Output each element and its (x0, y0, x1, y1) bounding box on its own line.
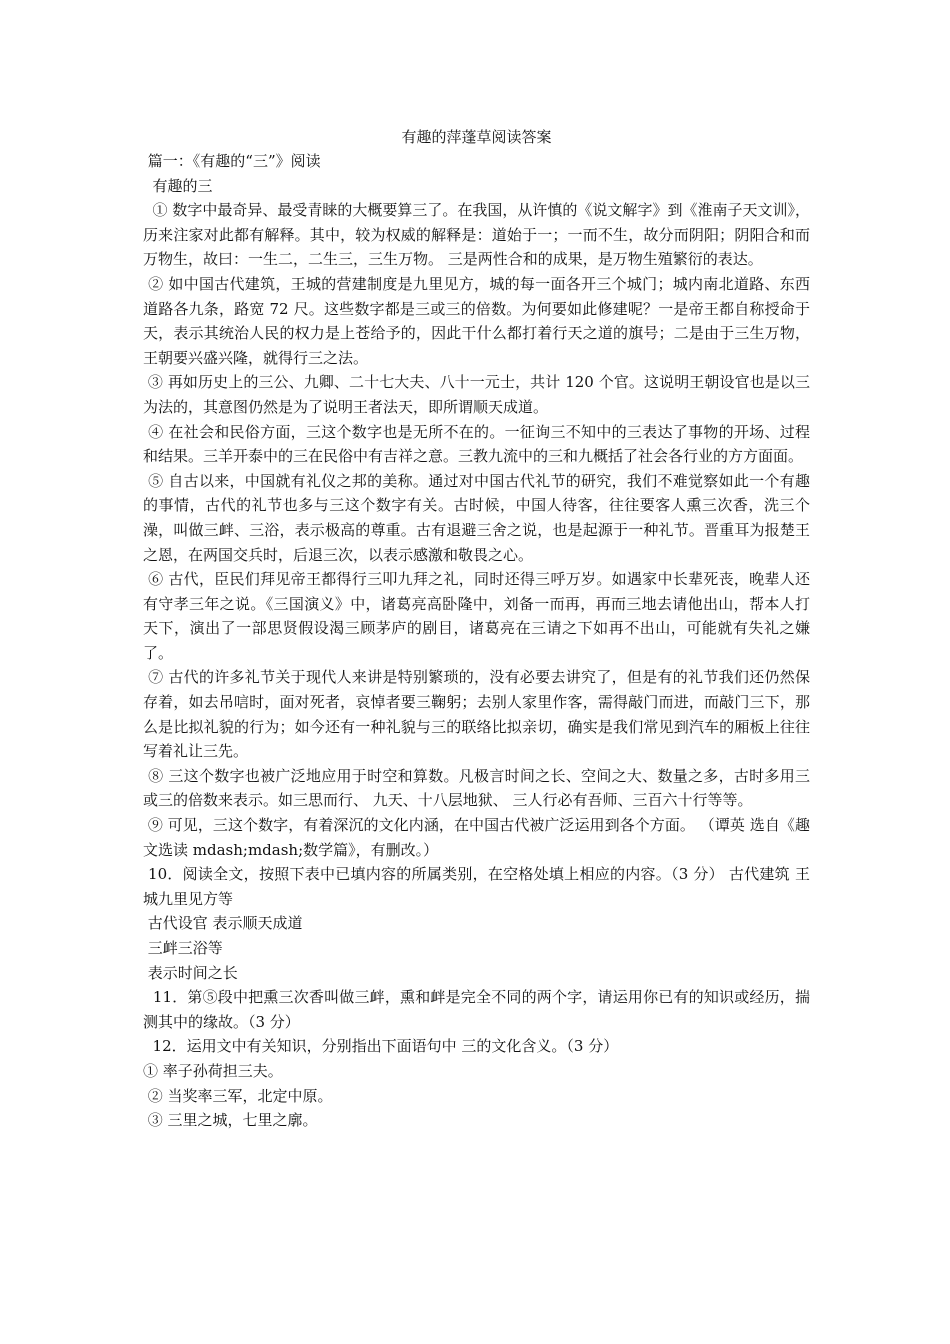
sentence-1: ① 率子孙荷担三夫。 (143, 1061, 283, 1080)
question-12: 12．运用文中有关知识，分别指出下面语句中 三的文化含义。（3 分） (143, 1037, 619, 1056)
sentence-3: ③ 三里之城，七里之廓。 (143, 1111, 318, 1130)
paragraph-5: ⑤ 自古以来，中国就有礼仪之邦的美称。通过对中国古代礼节的研究，我们不难觉察如此一个有趣的事情，古代的礼节也多与三这个数字有关。古时候，中国人待客，往往要客人熏三次香，洗三个澡，叫做三衅、三浴，表示极高的尊重。古有退避三舍之说，也是起源于一种礼节。晋重耳为报楚王之恩，在两国交兵时，后退三次，以表示感激和敬畏之心。 (143, 471, 810, 564)
question-10: 10．阅读全文，按照下表中已填内容的所属类别，在空格处填上相应的内容。（3 分） 古代建筑 王城九里见方等 (143, 865, 810, 908)
paragraph-8: ⑧ 三这个数字也被广泛地应用于时空和算数。凡极言时间之长、空间之大、数量之多，古时多用三或三的倍数来表示。如三思而行、 九天、十八层地狱、 三人行必有吾师、三百六十行等等。 (143, 766, 810, 810)
document-title: 有趣的萍蓬草阅读答案 (401, 128, 552, 146)
paragraph-6: ⑥ 古代，臣民们拜见帝王都得行三叩九拜之礼，同时还得三呼万岁。如遇家中长辈死丧，晚辈人还有守孝三年之说。《三国演义》中，诸葛亮高卧隆中，刘备一而再，再而三地去请他出山，帮本人打天下，演出了一部思贤假设渴三顾茅庐的剧目，诸葛亮在三请之下如再不出山，可能就有失礼之嫌了。 (143, 570, 810, 662)
sentence-2: ② 当奖率三军，北定中原。 (143, 1086, 333, 1105)
table-row-time: 表示时间之长 (143, 963, 238, 982)
paragraph-9: ⑨ 可见，三这个数字，有着深沉的文化内涵，在中国古代被广泛运用到各个方面。 （谭英 选自《趣文选读 mdash;mdash;数学篇》，有删改。） (143, 816, 810, 859)
paragraph-4: ④ 在社会和民俗方面，三这个数字也是无所不在的。一征询三不知中的三表达了事物的开场、过程和结果。三羊开泰中的三在民俗中有吉祥之意。三教九流中的三和九概括了社会各行业的方方面面。 (143, 422, 810, 466)
table-row-officials: 古代设官 表示顺天成道 (143, 914, 303, 933)
article-title: 有趣的三 (143, 176, 213, 195)
document-page (143, 125, 810, 1133)
paragraph-3: ③ 再如历史上的三公、九卿、二十七大夫、八十一元士，共计 120 个官。这说明王朝设官也是以三为法的，其意图仍然是为了说明王者法天，即所谓顺天成道。 (143, 373, 810, 416)
paragraph-1: ① 数字中最奇异、最受青睐的大概要算三了。在我国，从许慎的《说文解字》到《淮南子天文训》，历来注家对此都有解释。其中，较为权威的解释是：道始于一；一而不生，故分而阴阳；阴阳合和而万物生，故曰：一生二，二生三，三生万物。 三是两性合和的成果，是万物生殖繁衍的表达。 (143, 201, 810, 269)
section-heading: 篇一：《有趣的“三”》阅读 (143, 152, 321, 170)
table-row-etiquette: 三衅三浴等 (143, 939, 223, 957)
paragraph-2: ② 如中国古代建筑，王城的营建制度是九里见方，城的每一面各开三个城门；城内南北道路、东西道路各九条，路宽 72 尺。这些数字都是三或三的倍数。为何要如此修建呢？一是帝王都自称授命于天，表示其统治人民的权力是上苍给予的，因此干什么都打着行天之道的旗号；二是由于三生万物，王朝要兴盛兴隆，就得行三之法。 (143, 274, 810, 367)
question-11: 11．第⑤段中把熏三次香叫做三衅，熏和衅是完全不同的两个字，请运用你已有的知识或经历，揣测其中的缘故。（3 分） (143, 988, 810, 1031)
paragraph-7: ⑦ 古代的许多礼节关于现代人来讲是特别繁琐的，没有必要去讲究了，但是有的礼节我们还仍然保存着，如去吊唁时，面对死者，哀悼者要三鞠躬；去别人家里作客，需得敲门而进，而敲门三下，那么是比拟礼貌的行为；如今还有一种礼貌与三的联络比拟亲切，确实是我们常见到汽车的厢板上往往写着礼让三先。 (143, 668, 810, 761)
